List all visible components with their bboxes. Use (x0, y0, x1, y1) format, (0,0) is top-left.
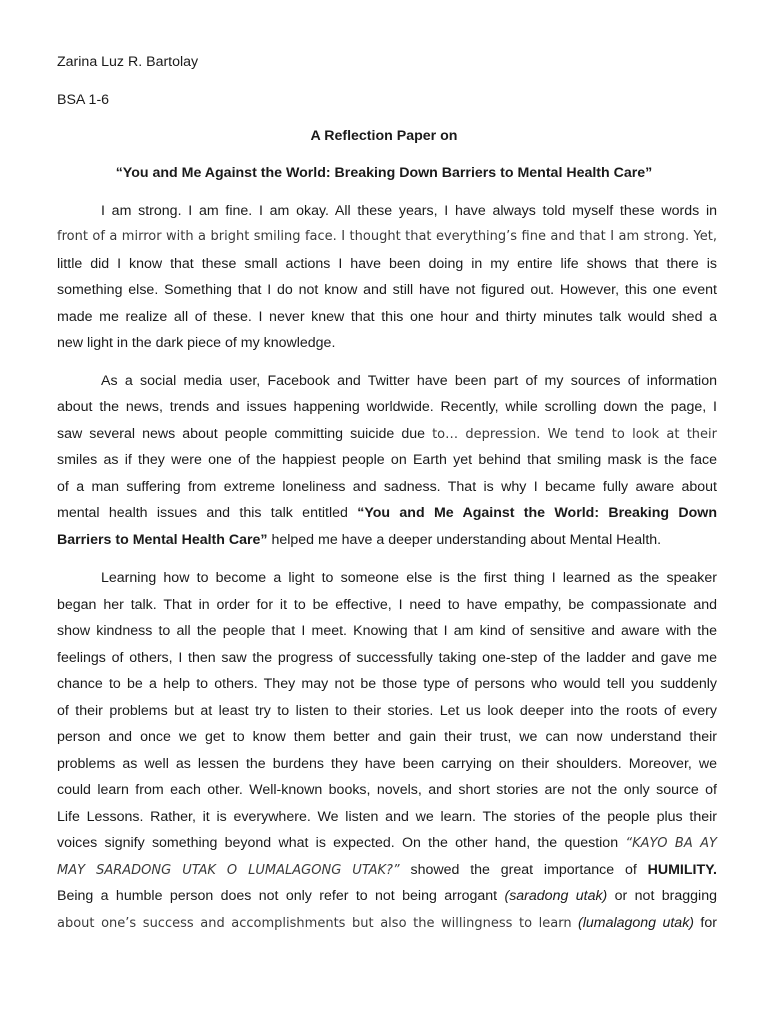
humility-keyword: HUMILITY. (647, 862, 717, 878)
p3-line-6: of their problems but at least try to listen to their stories. Let us look deeper into the roots of every (57, 703, 717, 719)
p3-line-14 (57, 914, 717, 933)
p3-line-1: Learning how to become a light to someone else is the first thing I learned as the speaker (101, 570, 717, 586)
p3-line-5: chance to be a help to others. They may not be those type of persons who would tell you suddenly (57, 676, 717, 692)
p3-line-12b: showed the great importance of (410, 862, 637, 878)
talk-title-part-1: “You and Me Against the World: Breaking Down (357, 505, 718, 521)
question-part-2: MAY SARADONG UTAK O LUMALAGONG UTAK?” (57, 863, 400, 878)
p3-line-14a: about one’s success and accomplishments but also the willingness to learn (57, 916, 572, 931)
p2-line-2: about the news, trends and issues happening worldwide. Recently, while scrolling down the page, I (57, 399, 717, 415)
p3-line-8: problems as well as lessen the burdens they have been carrying on their shoulders. Moreover, we (57, 756, 717, 772)
p3-line-13c: or not bragging (614, 888, 717, 904)
p3-line-3: show kindness to all the people that I meet. Knowing that I am kind of sensitive and aware with the (57, 623, 717, 639)
paper-title: A Reflection Paper on (310, 128, 458, 144)
p3-line-13 (57, 887, 717, 905)
p1-line-1: I am strong. I am fine. I am okay. All these years, I have always told myself these words in (101, 203, 717, 219)
p1-line-5: made me realize all of these. I never knew that this one hour and thirty minutes talk would shed a (57, 309, 717, 325)
p3-line-13a: Being a humble person does not only refer to not being arrogant (57, 888, 498, 904)
p2-line-1: As a social media user, Facebook and Twitter have been part of my sources of information (101, 373, 717, 389)
p3-line-12 (57, 861, 717, 880)
p2-line-7 (57, 531, 661, 549)
p2-line-4: smiles as if they were one of the happiest people on Earth yet behind that smiling mask is the face (57, 452, 717, 468)
lumalagong-utak: (lumalagong utak) (577, 915, 695, 931)
p2-line-6a: mental health issues and this talk entitled (57, 505, 348, 521)
p3-line-7: person and once we get to know them better and gain their trust, we can now understand their (57, 729, 717, 745)
talk-title-part-2: Barriers to Mental Health Care” (57, 532, 268, 548)
saradong-utak: (saradong utak) (504, 888, 608, 904)
paper-subtitle: “You and Me Against the World: Breaking Down Barriers to Mental Health Care” (115, 165, 653, 181)
p3-line-4: feelings of others, I then saw the progress of successfully taking one-step of the ladder and gave me (57, 650, 717, 666)
p2-line-3b: to… depression. We tend to look at their (432, 427, 717, 442)
p3-line-10: Life Lessons. Rather, it is everywhere. We listen and we learn. The stories of the people plus their (57, 809, 717, 825)
p1-line-6: new light in the dark piece of my knowledge. (57, 335, 336, 351)
p2-line-3 (57, 425, 717, 444)
p2-line-5: of a man suffering from extreme loneliness and sadness. That is why I became fully aware about (57, 479, 717, 495)
author-name: Zarina Luz R. Bartolay (57, 54, 199, 70)
p2-line-7b: helped me have a deeper understanding about Mental Health. (271, 532, 662, 548)
p1-line-4: something else. Something that I do not know and still have not figured out. However, this one event (57, 282, 717, 298)
p3-line-14c: for (700, 915, 717, 931)
p2-line-6 (57, 504, 717, 522)
p2-line-3a: saw several news about people committing suicide due (57, 426, 425, 442)
question-part-1: “KAYO BA AY (625, 836, 717, 851)
p3-line-11a: voices signify something beyond what is expected. On the other hand, the question (57, 835, 619, 851)
p1-line-2: front of a mirror with a bright smiling face. I thought that everything’s fine and that I am strong. Yet, (57, 229, 717, 244)
p3-line-11 (57, 834, 717, 853)
p3-line-9: could learn from each other. Well-known books, novels, and short stories are not the only source of (57, 782, 717, 798)
course-section: BSA 1-6 (57, 92, 110, 108)
p1-line-3: little did I know that these small actions I have been doing in my entire life shows that there is (57, 256, 717, 272)
p3-line-2: began her talk. That in order for it to be effective, I need to have empathy, be compassionate and (57, 597, 717, 613)
